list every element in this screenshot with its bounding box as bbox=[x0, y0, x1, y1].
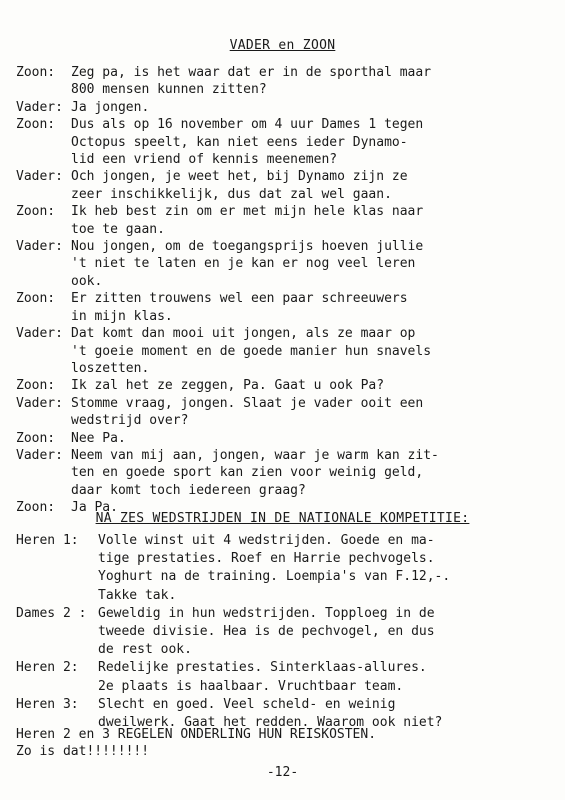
dialogue-line bbox=[16, 186, 556, 203]
dialogue-line bbox=[16, 395, 556, 412]
team-text: Slecht en goed. Veel scheld- en weinig bbox=[98, 696, 396, 712]
team-text: tweede divisie. Hea is de pechvogel, en dus bbox=[98, 624, 435, 640]
team-line bbox=[16, 659, 561, 676]
team-line bbox=[16, 696, 561, 713]
dialogue-text: Stomme vraag, jongen. Slaat je vader ooit een bbox=[71, 395, 424, 411]
speaker-label bbox=[16, 412, 71, 429]
footer-line: Zo is dat!!!!!!!! bbox=[16, 744, 150, 759]
dialogue-line bbox=[16, 255, 556, 272]
dialogue-line bbox=[16, 168, 556, 185]
dialogue-line bbox=[16, 377, 556, 394]
team-label bbox=[16, 623, 98, 640]
footer-note bbox=[16, 726, 376, 760]
team-text: 2e plaats is haalbaar. Vruchtbaar team. bbox=[98, 678, 404, 694]
dialogue-line bbox=[16, 343, 556, 360]
dialogue-text: loszetten. bbox=[71, 360, 150, 376]
team-label bbox=[16, 587, 98, 604]
speaker-label: Vader: bbox=[16, 395, 63, 411]
team-line bbox=[16, 623, 561, 640]
team-text: Takke tak. bbox=[98, 587, 177, 603]
dialogue-text: Nee Pa. bbox=[71, 430, 126, 446]
dialogue-text: Octopus speelt, kan niet eens ieder Dynamo- bbox=[71, 134, 408, 150]
speaker-label bbox=[16, 343, 71, 360]
dialogue-text: lid een vriend of kennis meenemen? bbox=[71, 152, 338, 168]
speaker-label: Zoon: bbox=[16, 204, 56, 220]
dialogue-line bbox=[16, 308, 556, 325]
dialogue-text: ten en goede sport kan zien voor weinig geld, bbox=[71, 465, 424, 481]
dialogue-text: zeer inschikkelijk, dus dat zal wel gaan. bbox=[71, 186, 392, 202]
speaker-label: Vader: bbox=[16, 169, 63, 185]
team-line bbox=[16, 550, 561, 567]
dialogue bbox=[16, 64, 556, 517]
speaker-label bbox=[16, 482, 71, 499]
team-text: de rest ook. bbox=[98, 642, 192, 658]
dialogue-text: ook. bbox=[71, 273, 103, 289]
dialogue-line bbox=[16, 482, 556, 499]
team-text: dweilwerk. Gaat het redden. Waarom ook niet? bbox=[98, 715, 443, 731]
team-line bbox=[16, 641, 561, 658]
dialogue-line bbox=[16, 412, 556, 429]
dialogue-line bbox=[16, 116, 556, 133]
dialogue-text: wedstrijd over? bbox=[71, 413, 189, 429]
dialogue-text: in mijn klas. bbox=[71, 308, 173, 324]
speaker-label bbox=[16, 273, 71, 290]
speaker-label: Zoon: bbox=[16, 430, 56, 446]
speaker-label: Vader: bbox=[16, 447, 63, 463]
dialogue-line bbox=[16, 238, 556, 255]
team-line bbox=[16, 605, 561, 622]
team-label bbox=[16, 568, 98, 585]
page-number: -12- bbox=[266, 765, 299, 780]
dialogue-text: Dus als op 16 november om 4 uur Dames 1 tegen bbox=[71, 117, 424, 133]
speaker-label bbox=[16, 81, 71, 98]
speaker-label bbox=[16, 464, 71, 481]
dialogue-text: Er zitten trouwens wel een paar schreeuwers bbox=[71, 291, 408, 307]
dialogue-line bbox=[16, 221, 556, 238]
speaker-label bbox=[16, 186, 71, 203]
dialogue-text: Ja Pa. bbox=[71, 500, 118, 516]
dialogue-line bbox=[16, 430, 556, 447]
dialogue-text: Nou jongen, om de toegangsprijs hoeven jullie bbox=[71, 239, 424, 255]
footer-line: Heren 2 en 3 REGELEN ONDERLING HUN REISKOSTEN. bbox=[16, 727, 377, 742]
team-label bbox=[16, 678, 98, 695]
speaker-label: Zoon: bbox=[16, 500, 56, 516]
speaker-label: Zoon: bbox=[16, 117, 56, 133]
dialogue-text: Zeg pa, is het waar dat er in de sporthal maar bbox=[71, 65, 432, 80]
dialogue-line bbox=[16, 464, 556, 481]
speaker-label bbox=[16, 151, 71, 168]
team-label: Heren 1: bbox=[16, 533, 79, 548]
dialogue-text: Ik heb best zin om er met mijn hele klas naar bbox=[71, 204, 424, 220]
dialogue-text: Ja jongen. bbox=[71, 99, 150, 115]
dialogue-text: 't niet te laten en je kan er nog veel leren bbox=[71, 256, 416, 272]
dialogue-line bbox=[16, 151, 556, 168]
team-line bbox=[16, 587, 561, 604]
speaker-label: Zoon: bbox=[16, 378, 56, 394]
dialogue-text: daar komt toch iedereen graag? bbox=[71, 482, 306, 498]
page-title: VADER en ZOON bbox=[229, 38, 336, 53]
speaker-label: Vader: bbox=[16, 326, 63, 342]
dialogue-line bbox=[16, 360, 556, 377]
dialogue-text: 800 mensen kunnen zitten? bbox=[71, 82, 267, 98]
dialogue-text: Ik zal het ze zeggen, Pa. Gaat u ook Pa? bbox=[71, 378, 385, 394]
speaker-label bbox=[16, 360, 71, 377]
speaker-label: Vader: bbox=[16, 99, 63, 115]
speaker-label: Vader: bbox=[16, 239, 63, 255]
dialogue-line bbox=[16, 64, 556, 81]
team-label: Dames 2 : bbox=[16, 605, 87, 621]
section-title: NA ZES WEDSTRIJDEN IN DE NATIONALE KOMPETITIE: bbox=[95, 511, 470, 526]
speaker-label bbox=[16, 134, 71, 151]
speaker-label: Zoon: bbox=[16, 65, 56, 80]
speaker-label bbox=[16, 255, 71, 272]
speaker-label: Zoon: bbox=[16, 291, 56, 307]
speaker-label bbox=[16, 308, 71, 325]
team-line bbox=[16, 568, 561, 585]
team-line bbox=[16, 678, 561, 695]
team-label: Heren 3: bbox=[16, 696, 79, 712]
team-text: Redelijke prestaties. Sinterklaas-allures. bbox=[98, 660, 427, 676]
dialogue-line bbox=[16, 203, 556, 220]
team-label bbox=[16, 641, 98, 658]
team-text: Volle winst uit 4 wedstrijden. Goede en ma- bbox=[98, 533, 435, 548]
dialogue-text: Och jongen, je weet het, bij Dynamo zijn ze bbox=[71, 169, 408, 185]
dialogue-line bbox=[16, 290, 556, 307]
dialogue-line bbox=[16, 447, 556, 464]
team-line bbox=[16, 532, 561, 549]
dialogue-line bbox=[16, 99, 556, 116]
dialogue-text: Dat komt dan mooi uit jongen, als ze maar op bbox=[71, 326, 416, 342]
dialogue-line bbox=[16, 134, 556, 151]
team-text: Yoghurt na de training. Loempia's van F.12,-. bbox=[98, 569, 451, 585]
team-text: Geweldig in hun wedstrijden. Topploeg in de bbox=[98, 605, 435, 621]
dialogue-text: 't goeie moment en de goede manier hun snavels bbox=[71, 343, 432, 359]
dialogue-line bbox=[16, 325, 556, 342]
team-results bbox=[16, 532, 561, 732]
dialogue-line bbox=[16, 273, 556, 290]
dialogue-text: Neem van mij aan, jongen, waar je warm kan zit- bbox=[71, 447, 439, 463]
team-label bbox=[16, 550, 98, 567]
team-label: Heren 2: bbox=[16, 660, 79, 676]
dialogue-line bbox=[16, 81, 556, 98]
dialogue-text: toe te gaan. bbox=[71, 221, 165, 237]
speaker-label bbox=[16, 221, 71, 238]
team-text: tige prestaties. Roef en Harrie pechvogels. bbox=[98, 551, 435, 567]
